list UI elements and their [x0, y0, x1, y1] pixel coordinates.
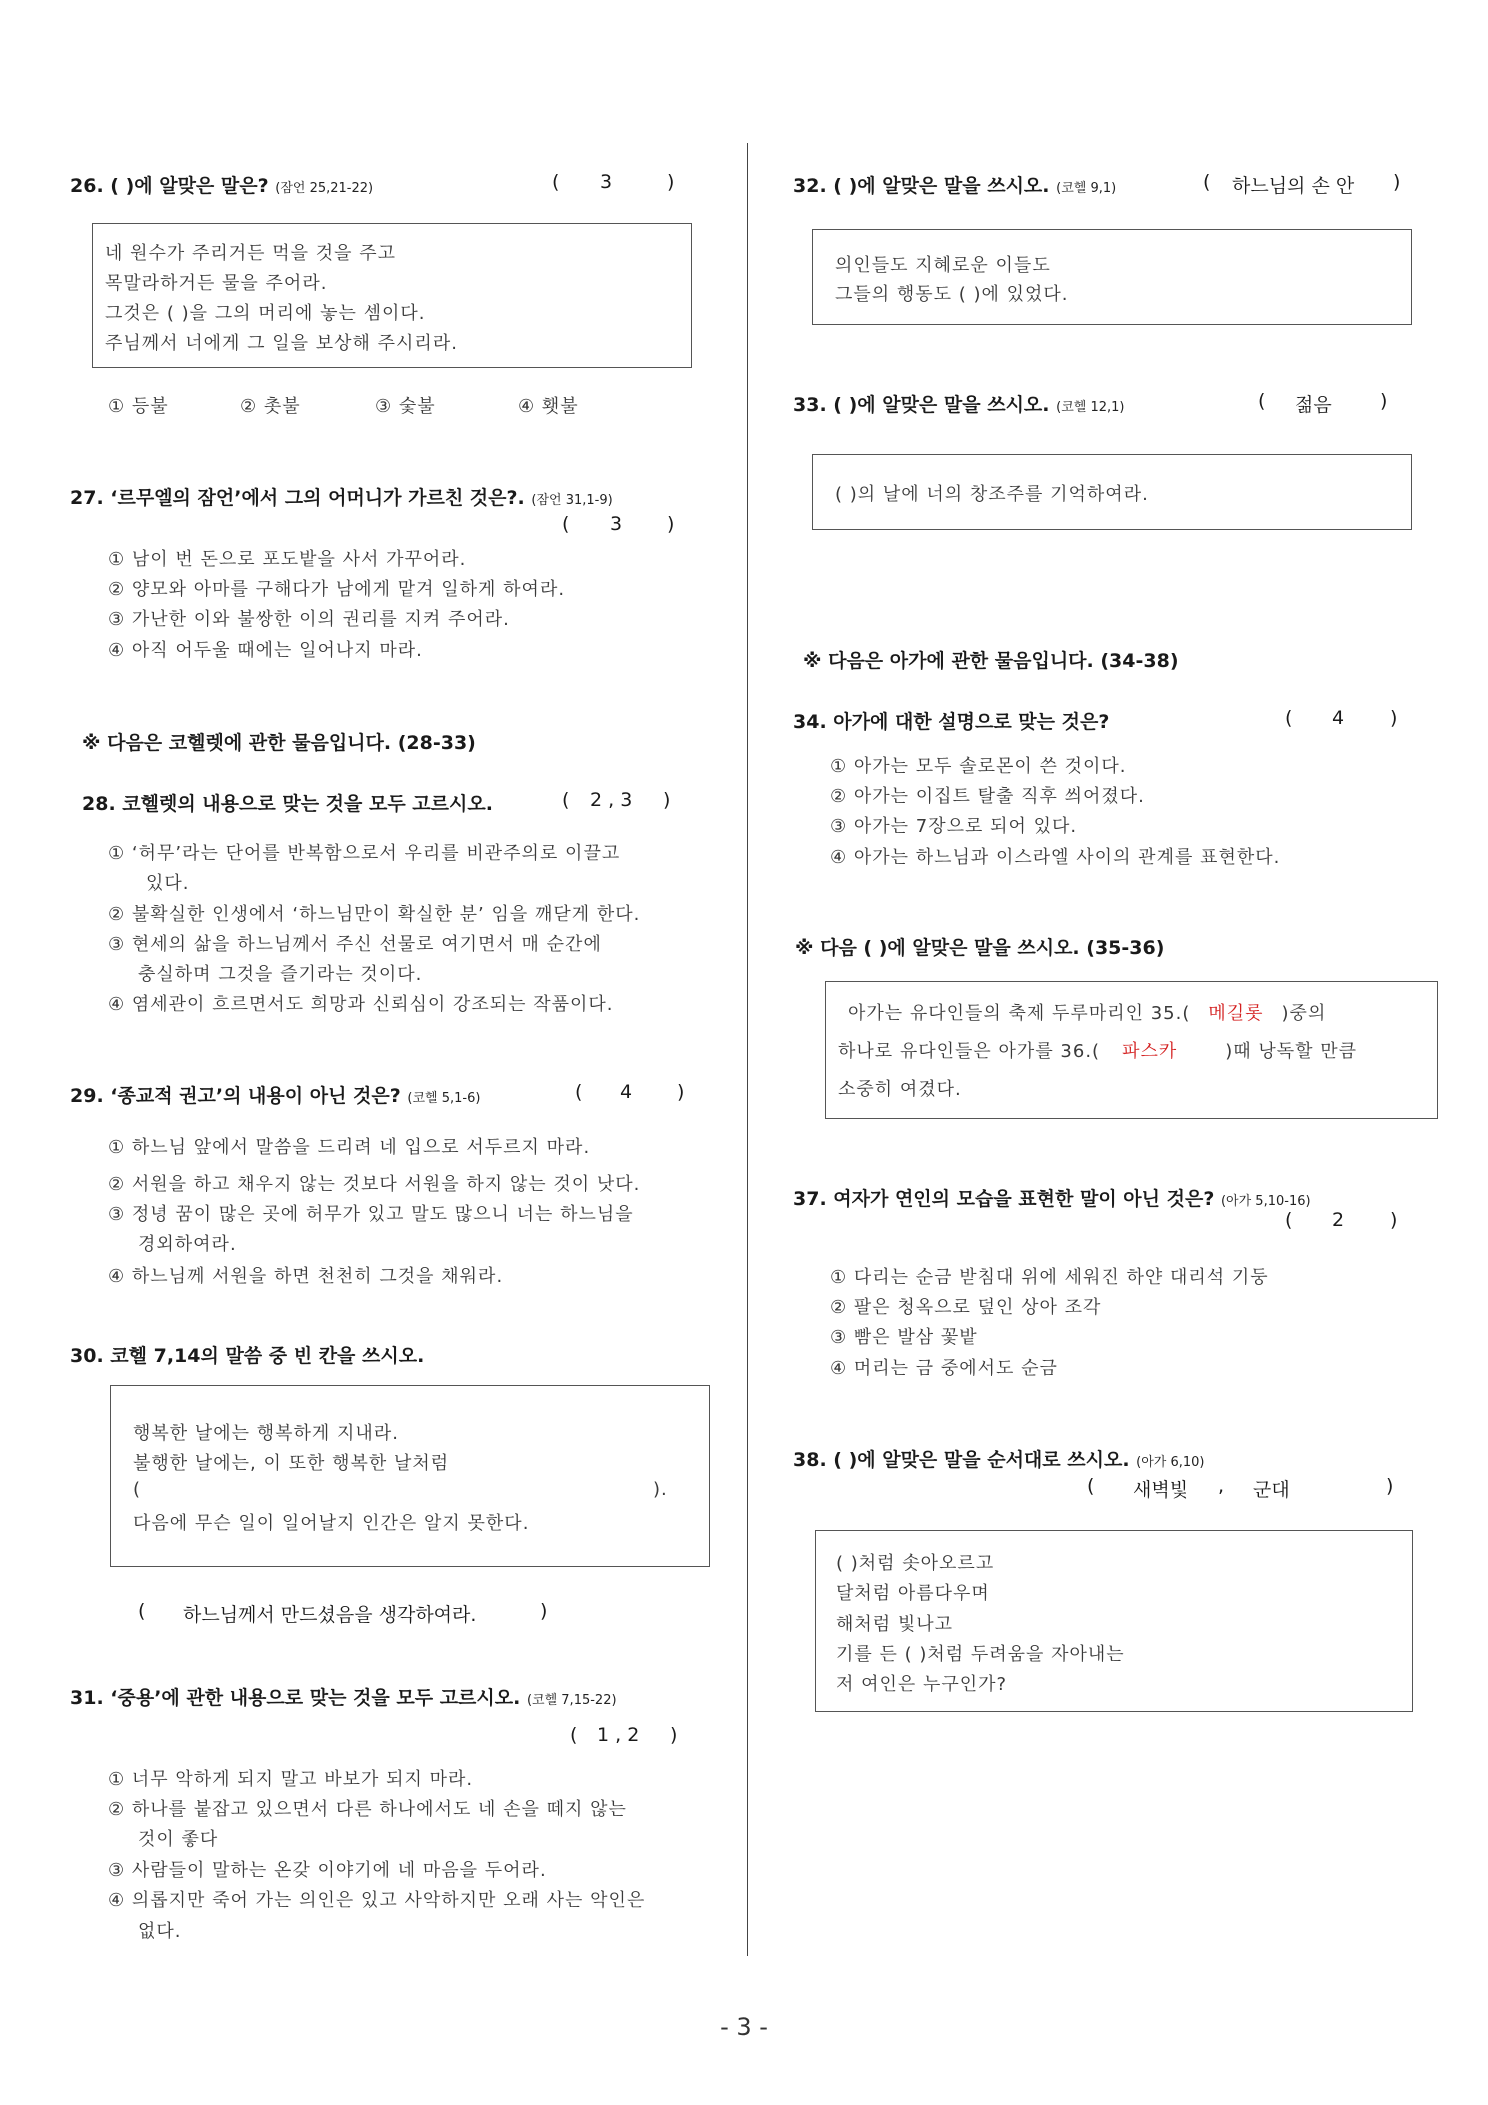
q31-option-4-cont: 없다. — [138, 1921, 182, 1942]
q30-passage-line: 다음에 무슨 일이 일어날지 인간은 알지 못한다. — [133, 1513, 530, 1534]
q35-36-passage-box — [825, 981, 1438, 1119]
q38-passage-box — [815, 1530, 1413, 1712]
q32-question: 32. ( )에 알맞은 말을 쓰시오. (코헬 9,1) — [793, 175, 1117, 197]
q28-option-2: ② 불확실한 인생에서 ‘하느님만이 확실한 분’ 임을 깨닫게 한다. — [108, 904, 641, 925]
q33-passage-line: ( )의 날에 너의 창조주를 기억하여라. — [835, 484, 1149, 505]
q28-option-4: ④ 염세관이 흐르면서도 희망과 신뢰심이 강조되는 작품이다. — [108, 994, 614, 1015]
q26-ref: (잠언 25,21-22) — [275, 181, 374, 196]
page-number: - 3 - — [720, 2013, 768, 2041]
q27-option-4: ④ 아직 어두울 때에는 일어나지 마라. — [108, 640, 423, 661]
q31-answer-close: ) — [670, 1724, 678, 1746]
q34-option-2: ② 아가는 이집트 탈출 직후 씌어졌다. — [830, 786, 1145, 807]
q35-36-line-3: 소중히 여겼다. — [838, 1079, 962, 1100]
q30-passage-line: 불행한 날에는, 이 또한 행복한 날처럼 — [133, 1453, 450, 1474]
q35-36-line-1: 아가는 유다인들의 축제 두루마리인 35.( 메길롯 )중의 — [848, 1003, 1327, 1024]
q35-36-line-2: 하나로 유다인들은 아가를 36.( 파스카 )때 낭독할 만큼 — [838, 1041, 1358, 1062]
q28-answer-open: ( — [562, 789, 570, 811]
q30-question: 30. 코헬 7,14의 말씀 중 빈 칸을 쓰시오. — [70, 1345, 425, 1367]
q37-ref: (아가 5,10-16) — [1220, 1194, 1311, 1209]
q37-option-4: ④ 머리는 금 중에서도 순금 — [830, 1358, 1058, 1379]
q31-ref: (코헬 7,15-22) — [526, 1693, 617, 1708]
q38-passage-line: 해처럼 빛나고 — [836, 1614, 954, 1635]
q27-answer-open: ( — [562, 513, 570, 535]
q31-option-2-cont: 것이 좋다 — [138, 1829, 219, 1850]
section-header-34-38: ※ 다음은 아가에 관한 물음입니다. (34-38) — [803, 650, 1179, 672]
q29-option-3: ③ 정녕 꿈이 많은 곳에 허무가 있고 말도 많으니 너는 하느님을 — [108, 1204, 634, 1225]
q30-passage-line: ( — [133, 1479, 142, 1500]
q38-answer-open: ( — [1087, 1475, 1095, 1497]
q33-passage-box — [812, 454, 1412, 530]
q31-answer-open: ( — [570, 1724, 578, 1746]
q34-question: 34. 아가에 대한 설명으로 맞는 것은? — [793, 711, 1110, 733]
q26-option-3: ③ 숯불 — [375, 396, 436, 417]
q29-option-3-cont: 경외하여라. — [138, 1234, 237, 1255]
q28-option-1-cont: 있다. — [146, 873, 190, 894]
q34-option-3: ③ 아가는 7장으로 되어 있다. — [830, 816, 1078, 837]
q38-answer-close: ) — [1386, 1475, 1394, 1497]
section-header-35-36: ※ 다음 ( )에 알맞은 말을 쓰시오. (35-36) — [795, 937, 1165, 959]
q29-ref: (코헬 5,1-6) — [407, 1091, 481, 1106]
q26-answer-close: ) — [667, 171, 675, 193]
q28-option-1: ① ‘허무’라는 단어를 반복함으로서 우리를 비관주의로 이끌고 — [108, 843, 621, 864]
q34-answer: 4 — [1332, 707, 1345, 729]
q28-question: 28. 코헬렛의 내용으로 맞는 것을 모두 고르시오. — [82, 793, 493, 815]
q33-answer: 젊음 — [1295, 394, 1332, 416]
q37-question: 37. 여자가 연인의 모습을 표현한 말이 아닌 것은? (아가 5,10-16) — [793, 1188, 1311, 1210]
q27-option-3: ③ 가난한 이와 불쌍한 이의 권리를 지켜 주어라. — [108, 609, 510, 630]
q30-passage-box — [110, 1385, 710, 1567]
q38-ref: (아가 6,10) — [1136, 1455, 1205, 1470]
q34-answer-close: ) — [1390, 707, 1398, 729]
q38-passage-line: 달처럼 아름다우며 — [836, 1583, 990, 1604]
q35-answer: 메길롯 — [1208, 1003, 1264, 1024]
q29-option-1: ① 하느님 앞에서 말씀을 드리려 네 입으로 서두르지 마라. — [108, 1137, 591, 1158]
q26-passage-line: 그것은 ( )을 그의 머리에 놓는 셈이다. — [105, 303, 426, 324]
q26-passage-box — [92, 223, 692, 368]
q38-passage-line: 저 여인은 누구인가? — [836, 1674, 1008, 1695]
q31-option-1: ① 너무 악하게 되지 말고 바보가 되지 마라. — [108, 1769, 474, 1790]
q28-option-3: ③ 현세의 삶을 하느님께서 주신 선물로 여기면서 매 순간에 — [108, 934, 602, 955]
q29-option-2: ② 서원을 하고 채우지 않는 것보다 서원을 하지 않는 것이 낫다. — [108, 1174, 641, 1195]
q31-answer: 1 , 2 — [597, 1724, 640, 1746]
q34-option-4: ④ 아가는 하느님과 이스라엘 사이의 관계를 표현한다. — [830, 847, 1281, 868]
q31-option-2: ② 하나를 붙잡고 있으면서 다른 하나에서도 네 손을 떼지 않는 — [108, 1799, 627, 1820]
q38-passage-line: 기를 든 ( )처럼 두려움을 자아내는 — [836, 1644, 1125, 1665]
q32-answer: 하느님의 손 안 — [1232, 175, 1355, 197]
q30-answer: 하느님께서 만드셨음을 생각하여라. — [183, 1604, 477, 1626]
q37-answer: 2 — [1332, 1209, 1345, 1231]
q27-answer-close: ) — [667, 513, 675, 535]
q37-option-3: ③ 빰은 발삼 꽃밭 — [830, 1327, 978, 1348]
q32-ref: (코헬 9,1) — [1056, 181, 1117, 196]
q28-answer-close: ) — [663, 789, 671, 811]
q30-answer-close: ) — [540, 1600, 548, 1622]
q37-answer-close: ) — [1390, 1209, 1398, 1231]
q27-question: 27. ‘르무엘의 잠언’에서 그의 어머니가 가르친 것은?. (잠언 31,1-9) — [70, 487, 613, 509]
q29-answer-close: ) — [677, 1081, 685, 1103]
q29-question: 29. ‘종교적 권고’의 내용이 아닌 것은? (코헬 5,1-6) — [70, 1085, 481, 1107]
q37-answer-open: ( — [1285, 1209, 1293, 1231]
q27-option-1: ① 남이 번 돈으로 포도밭을 사서 가꾸어라. — [108, 549, 467, 570]
section-header-28-33: ※ 다음은 코헬렛에 관한 물음입니다. (28-33) — [82, 732, 476, 754]
q28-option-3-cont: 충실하며 그것을 즐기라는 것이다. — [138, 964, 423, 985]
q34-answer-open: ( — [1285, 707, 1293, 729]
q30-passage-line: 행복한 날에는 행복하게 지내라. — [133, 1423, 399, 1444]
q26-option-1: ① 등불 — [108, 396, 169, 417]
q37-option-1: ① 다리는 순금 받침대 위에 세워진 하얀 대리석 기둥 — [830, 1267, 1269, 1288]
q30-passage-line: ). — [653, 1479, 668, 1500]
q33-answer-open: ( — [1258, 390, 1266, 412]
q27-option-2: ② 양모와 아마를 구해다가 남에게 맡겨 일하게 하여라. — [108, 579, 566, 600]
q32-answer-close: ) — [1393, 171, 1401, 193]
q32-passage-box — [812, 229, 1412, 325]
q32-answer-open: ( — [1203, 171, 1211, 193]
q34-option-1: ① 아가는 모두 솔로몬이 쓴 것이다. — [830, 756, 1127, 777]
q37-option-2: ② 팔은 청옥으로 덮인 상아 조각 — [830, 1297, 1102, 1318]
q26-option-2: ② 촛불 — [240, 396, 301, 417]
q31-option-4: ④ 의롭지만 죽어 가는 의인은 있고 사악하지만 오래 사는 악인은 — [108, 1890, 646, 1911]
q26-answer-open: ( — [552, 171, 560, 193]
q26-option-4: ④ 횃불 — [518, 396, 579, 417]
column-divider — [747, 143, 748, 1956]
q29-answer: 4 — [620, 1081, 633, 1103]
q36-answer: 파스카 — [1122, 1041, 1178, 1062]
q29-answer-open: ( — [575, 1081, 583, 1103]
q33-answer-close: ) — [1380, 390, 1388, 412]
q27-ref: (잠언 31,1-9) — [531, 493, 613, 508]
q26-question: 26. ( )에 알맞은 말은? (잠언 25,21-22) — [70, 175, 374, 197]
q26-passage-line: 주님께서 너에게 그 일을 보상해 주시리라. — [105, 333, 458, 354]
q32-passage-line: 의인들도 지혜로운 이들도 — [835, 255, 1051, 276]
q26-passage-line: 목말라하거든 물을 주어라. — [105, 273, 328, 294]
q31-question: 31. ‘중용’에 관한 내용으로 맞는 것을 모두 고르시오. (코헬 7,15-22) — [70, 1687, 617, 1709]
q38-answer-2: 군대 — [1253, 1479, 1290, 1501]
q27-answer: 3 — [610, 513, 623, 535]
q28-answer: 2 , 3 — [590, 789, 633, 811]
q38-question: 38. ( )에 알맞은 말을 순서대로 쓰시오. (아가 6,10) — [793, 1449, 1205, 1471]
q29-option-4: ④ 하느님께 서원을 하면 천천히 그것을 채워라. — [108, 1266, 504, 1287]
q31-option-3: ③ 사람들이 말하는 온갖 이야기에 네 마음을 두어라. — [108, 1860, 547, 1881]
q38-passage-line: ( )처럼 솟아오르고 — [836, 1553, 995, 1574]
q32-passage-line: 그들의 행동도 ( )에 있었다. — [835, 284, 1069, 305]
q38-answer-1: 새벽빛 — [1133, 1479, 1189, 1501]
q26-passage-line: 네 원수가 주리거든 먹을 것을 주고 — [105, 243, 397, 264]
q26-answer: 3 — [600, 171, 613, 193]
q30-answer-open: ( — [138, 1600, 146, 1622]
q38-answer-sep: , — [1218, 1475, 1225, 1497]
q33-ref: (코헬 12,1) — [1056, 400, 1125, 415]
q33-question: 33. ( )에 알맞은 말을 쓰시오. (코헬 12,1) — [793, 394, 1125, 416]
